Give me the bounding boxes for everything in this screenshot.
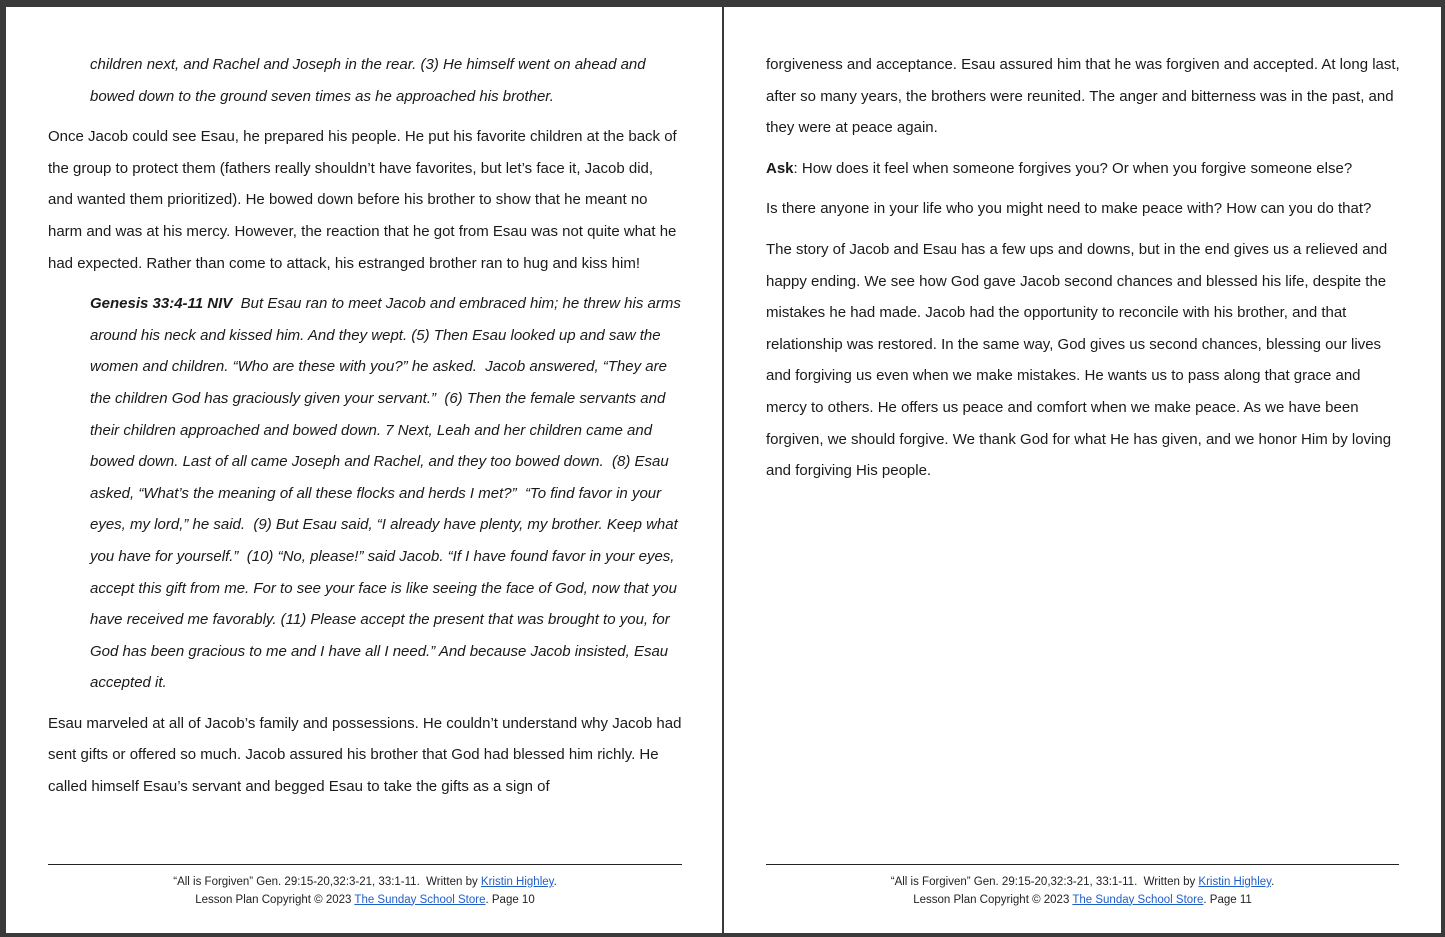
store-link[interactable]: The Sunday School Store — [354, 893, 486, 906]
store-link[interactable]: The Sunday School Store — [1072, 893, 1204, 906]
footer-line-2 — [766, 892, 1399, 910]
author-link[interactable]: Kristin Highley — [480, 876, 554, 888]
ask-label: Ask — [766, 159, 794, 177]
body-paragraph: Is there anyone in your life who you might need to make peace with? How can you do that? — [766, 200, 1372, 218]
page-10 — [6, 7, 722, 933]
footer-title-text: “All is Forgiven” Gen. 29:15-20,32:3-21, 33:1-11. Written by — [890, 876, 1199, 888]
page-number: . Page 10 — [485, 893, 535, 906]
author-link[interactable]: Kristin Highley — [1198, 876, 1272, 888]
body-paragraph: The story of Jacob and Esau has a few ups and downs, but in the end gives us a relieved and happy ending. We see how God gave Jacob second chances and blessed his life, despite the mistakes he had made. Jacob had the opportunity to reconcile with his brother, and that relationship was restored. In the same way, God gives us second chances, blessing our lives and forgiving us even when we make mistakes. He wants us to pass along that grace and mercy to others. He offers us peace and comfort when we make peace. As we have been forgiven, we should forgive. We thank God for what He has given, and we honor Him by loving and forgiving His people. — [766, 240, 1392, 480]
footer-line-1 — [48, 874, 682, 892]
footer-copyright-text: Lesson Plan Copyright © 2023 — [195, 893, 355, 906]
footer-punctuation: . — [1271, 876, 1275, 888]
page-10-content — [48, 49, 686, 812]
page-11 — [724, 7, 1441, 933]
scripture-reference: Genesis 33:4-11 NIV — [90, 295, 233, 313]
footer-punctuation: . — [553, 876, 557, 888]
page-footer — [766, 864, 1399, 909]
ask-question: : How does it feel when someone forgives you? Or when you forgive someone else? — [793, 159, 1353, 177]
footer-title-text: “All is Forgiven” Gen. 29:15-20,32:3-21, 33:1-11. Written by — [173, 876, 481, 888]
page-11-content — [766, 49, 1402, 496]
scripture-text: But Esau ran to meet Jacob and embraced him; he threw his arms around his neck and kissed him. And they wept. (5) Then Esau looked up and saw the women and children. “Who are these with you?” he asked. Jacob answered, “They are the children God has graciously given your servant.” (6) Then the female servants and their children approached and bowed down. 7 Next, Leah and her children came and bowed down. Last of all came Joseph and Rachel, and they too bowed down. (8) Esau asked, “What’s the meaning of all these flocks and herds I met?” “To find favor in your eyes, my lord,” he said. (9) But Esau said, “I already have plenty, my brother. Keep what you have for yourself.” (10) “No, please!” said Jacob. “If I have found favor in your eyes, accept this gift from me. For to see your face is like seeing the face of God, now that you have received me favorably. (11) Please accept the present that was brought to you, for God has been gracious to me and I have all I need.” And because Jacob insisted, Esau accepted it. — [90, 295, 686, 692]
footer-line-2 — [48, 892, 682, 910]
body-paragraph: Once Jacob could see Esau, he prepared his people. He put his favorite children at the back of the group to protect them (fathers really shouldn’t have favorites, but let’s face it, Jacob did, and wanted them prioritized). He bowed down before his brother to show that he meant no harm and was at his mercy. However, the reaction that he got from Esau was not quite what he had expected. Rather than come to attack, his estranged brother ran to hug and kiss him! — [48, 128, 677, 272]
body-paragraph: forgiveness and acceptance. Esau assured him that he was forgiven and accepted. At long last, after so many years, the brothers were reunited. The anger and bitterness was in the past, and they were at peace again. — [766, 56, 1400, 137]
scripture-quote — [48, 288, 686, 699]
scripture-quote-continued: children next, and Rachel and Joseph in the rear. (3) He himself went on ahead and bowed down to the ground seven times as he approached his brother. — [90, 56, 646, 105]
page-footer — [48, 864, 682, 909]
page-number: . Page 11 — [1203, 893, 1252, 906]
footer-copyright-text: Lesson Plan Copyright © 2023 — [913, 893, 1073, 906]
footer-line-1 — [766, 874, 1399, 892]
body-paragraph: Esau marveled at all of Jacob’s family and possessions. He couldn’t understand why Jacob had sent gifts or offered so much. Jacob assured his brother that God had blessed him richly. He called himself Esau’s servant and begged Esau to take the gifts as a sign of — [48, 714, 682, 796]
ask-paragraph — [766, 153, 1402, 185]
